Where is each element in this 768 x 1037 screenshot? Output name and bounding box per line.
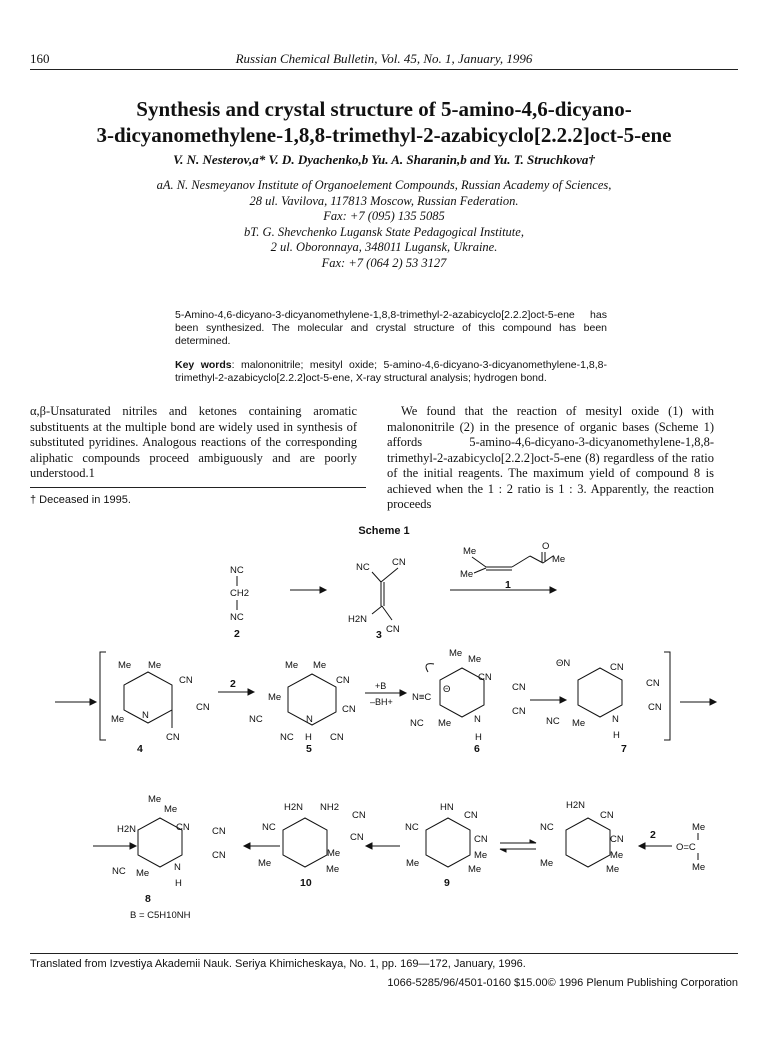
affiliation-line: bT. G. Shevchenko Lugansk State Pedagogical Institute, xyxy=(244,224,524,239)
svg-text:H2N: H2N xyxy=(117,824,137,835)
svg-text:CN: CN xyxy=(350,832,364,843)
title-line-2: 3-dicyanomethylene-1,8,8-trimethyl-2-azabicyclo[2.2.2]oct-5-ene xyxy=(96,123,672,147)
keywords-text: : malononitrile; mesityl oxide; 5-amino-4,6-dicyano-3-dicyanomethylene-1,8,8-trimethyl-2-azabicyclo[2.2.2]oct-5-ene, X-ray structural analysis; hydrogen bond. xyxy=(175,359,607,384)
journal-header: Russian Chemical Bulletin, Vol. 45, No. 1, January, 1996 xyxy=(235,51,533,66)
compound-9-structure xyxy=(405,802,488,875)
paper-title xyxy=(40,96,728,148)
bracket-right xyxy=(664,652,670,740)
svg-text:NC: NC xyxy=(262,822,276,833)
label-compound-7: 7 xyxy=(621,743,627,755)
svg-text:CN: CN xyxy=(646,678,660,689)
reaction-scheme xyxy=(0,540,768,940)
svg-text:NC: NC xyxy=(356,562,370,573)
svg-text:Me: Me xyxy=(258,858,272,869)
svg-text:CN: CN xyxy=(474,834,488,845)
svg-text:H: H xyxy=(613,730,620,741)
svg-text:CN: CN xyxy=(610,662,624,673)
svg-text:CN: CN xyxy=(330,732,344,743)
svg-text:O: O xyxy=(542,541,550,552)
arrowhead xyxy=(560,697,566,703)
compound-10-structure xyxy=(258,802,366,875)
svg-text:Me: Me xyxy=(463,546,477,557)
affiliation-line: Fax: +7 (095) 135 5085 xyxy=(323,209,445,223)
svg-text:CN: CN xyxy=(179,675,193,686)
arrowhead xyxy=(400,690,406,696)
svg-text:Me: Me xyxy=(313,660,327,671)
compound-4-structure xyxy=(111,660,210,743)
compound-9-tautomer-structure xyxy=(540,800,624,875)
svg-text:Me: Me xyxy=(327,848,341,859)
svg-text:N: N xyxy=(306,714,313,725)
affiliation-line: 2 ul. Oboronnaya, 348011 Lugansk, Ukraine. xyxy=(270,240,498,254)
svg-text:H2N: H2N xyxy=(348,614,368,625)
authors: V. N. Nesterov,a* V. D. Dyachenko,b Yu. A. Sharanin,b and Yu. T. Struchkova† xyxy=(173,152,595,167)
svg-text:Me: Me xyxy=(460,569,474,580)
minus-bh: –BH+ xyxy=(370,697,393,707)
svg-text:Me: Me xyxy=(610,850,624,861)
compound-2-structure xyxy=(230,565,249,623)
svg-text:CN: CN xyxy=(600,810,614,821)
label-compound-3: 3 xyxy=(376,629,382,641)
affiliation-line: Fax: +7 (064 2) 53 3127 xyxy=(321,255,447,270)
svg-text:CN: CN xyxy=(176,822,190,833)
svg-text:Me: Me xyxy=(692,862,706,873)
svg-text:CH2: CH2 xyxy=(230,588,250,599)
svg-text:H2N: H2N xyxy=(566,800,586,811)
label-compound-2: 2 xyxy=(234,628,240,640)
arrowhead xyxy=(550,587,556,593)
acetone-structure xyxy=(676,822,705,873)
svg-text:Me: Me xyxy=(406,858,420,869)
svg-text:NC: NC xyxy=(230,612,244,623)
svg-text:N≡C: N≡C xyxy=(412,692,432,703)
label-compound-6: 6 xyxy=(474,743,480,755)
equilibrium-arrows xyxy=(500,840,536,852)
svg-text:CN: CN xyxy=(610,834,624,845)
svg-text:CN: CN xyxy=(352,810,366,821)
svg-text:CN: CN xyxy=(342,704,356,715)
svg-text:Me: Me xyxy=(438,718,452,729)
abstract: 5-Amino-4,6-dicyano-3-dicyanomethylene-1,8,8-trimethyl-2-azabicyclo[2.2.2]oct-5-ene has been synthesized. The molecular and crystal structure of this compound has been determined. xyxy=(175,309,607,347)
svg-text:CN: CN xyxy=(392,557,406,568)
arrowhead xyxy=(248,689,254,695)
arrowhead xyxy=(639,843,645,849)
footnote: † Deceased in 1995. xyxy=(30,494,131,506)
svg-text:CN: CN xyxy=(212,850,226,861)
svg-text:Me: Me xyxy=(164,804,178,815)
svg-text:Me: Me xyxy=(606,864,620,875)
label-compound-5: 5 xyxy=(306,743,312,755)
label-compound-8: 8 xyxy=(145,893,151,905)
svg-text:H: H xyxy=(475,732,482,743)
svg-text:Me: Me xyxy=(572,718,586,729)
header-rule xyxy=(30,69,738,70)
svg-text:ΘN: ΘN xyxy=(556,658,571,669)
left-column-text xyxy=(30,404,357,482)
svg-text:Me: Me xyxy=(118,660,132,671)
svg-text:Me: Me xyxy=(540,858,554,869)
svg-text:NC: NC xyxy=(546,716,560,727)
svg-text:CN: CN xyxy=(512,706,526,717)
left-paragraph: α,β-Unsaturated nitriles and ketones containing aromatic substituents at the multiple bond are widely used in synthesis of substituted pyridines. Analogous reactions of the corresponding aliphatic compounds proceed ambiguously and are poorly understood.1 xyxy=(30,404,357,480)
svg-text:NC: NC xyxy=(540,822,554,833)
affiliation-line: aA. N. Nesmeyanov Institute of Organoelement Compounds, Russian Academy of Sciences, xyxy=(156,178,612,192)
compound-1-structure xyxy=(460,541,565,580)
svg-text:H: H xyxy=(305,732,312,743)
keywords xyxy=(175,359,607,385)
right-column-text: We found that the reaction of mesityl oxide (1) with malononitrile (2) in the presence of organic bases (Scheme 1) affords 5-amino-4,6-dicyano-3-dicyanomethylene-1,8,8-trimethyl-2-azabicyclo[2.2.2]oct-5-ene (8) regardless of the ratio of the initial reagents. The maximum yield of compound 8 is achieved when the 1 : 2 ratio is 1 : 3. Apparently, the reaction proceeds xyxy=(387,404,714,511)
svg-text:Me: Me xyxy=(468,654,482,665)
label-compound-4: 4 xyxy=(137,743,143,755)
svg-text:Me: Me xyxy=(111,714,125,725)
label-compound-9: 9 xyxy=(444,877,450,889)
affiliation-line: 28 ul. Vavilova, 117813 Moscow, Russian Federation. xyxy=(249,193,519,208)
svg-text:NC: NC xyxy=(280,732,294,743)
svg-text:N: N xyxy=(612,714,619,725)
svg-text:H2N: H2N xyxy=(284,802,304,813)
svg-text:CN: CN xyxy=(386,624,400,635)
svg-text:CN: CN xyxy=(512,682,526,693)
copyright-line: 1066-5285/96/4501-0160 $15.00© 1996 Plenum Publishing Corporation xyxy=(387,977,738,989)
svg-text:CN: CN xyxy=(478,672,492,683)
svg-text:NC: NC xyxy=(112,866,126,877)
svg-text:CN: CN xyxy=(212,826,226,837)
arrowhead xyxy=(90,699,96,705)
arrowhead xyxy=(320,587,326,593)
compound-3-structure xyxy=(348,557,406,635)
label-compound-1: 1 xyxy=(505,579,511,591)
affiliations xyxy=(40,178,728,271)
svg-text:H: H xyxy=(175,878,182,889)
svg-text:Me: Me xyxy=(268,692,282,703)
svg-text:Θ: Θ xyxy=(443,684,451,695)
compound-5-structure xyxy=(249,660,356,743)
svg-text:N: N xyxy=(142,710,149,721)
svg-text:NC: NC xyxy=(405,822,419,833)
ratio-label: 2 xyxy=(230,678,236,690)
svg-text:Me: Me xyxy=(449,648,463,659)
svg-text:Me: Me xyxy=(552,554,566,565)
svg-text:Me: Me xyxy=(468,864,482,875)
svg-text:N: N xyxy=(474,714,481,725)
ratio-label: 2 xyxy=(650,829,656,841)
svg-text:NC: NC xyxy=(410,718,424,729)
keywords-label: Key words xyxy=(175,359,232,371)
compound-8-structure xyxy=(112,794,226,889)
svg-text:CN: CN xyxy=(648,702,662,713)
svg-text:CN: CN xyxy=(196,702,210,713)
base-definition: B = C5H10NH xyxy=(130,910,191,921)
svg-text:Me: Me xyxy=(136,868,150,879)
svg-text:N: N xyxy=(174,862,181,873)
svg-text:Me: Me xyxy=(285,660,299,671)
title-line-1: Synthesis and crystal structure of 5-amino-4,6-dicyano- xyxy=(136,97,632,121)
svg-text:NC: NC xyxy=(249,714,263,725)
svg-text:Me: Me xyxy=(474,850,488,861)
compound-6-structure xyxy=(410,648,526,743)
translation-note: Translated from Izvestiya Akademii Nauk. Seriya Khimicheskaya, No. 1, pp. 169—172, January, 1996. xyxy=(30,958,526,970)
plus-base: +B xyxy=(375,681,387,691)
page-number: 160 xyxy=(30,51,50,66)
bracket-left xyxy=(100,652,106,740)
scheme-title: Scheme 1 xyxy=(358,525,410,537)
arrowhead xyxy=(130,843,136,849)
svg-text:NH2: NH2 xyxy=(320,802,340,813)
svg-text:Me: Me xyxy=(148,794,162,805)
svg-text:Me: Me xyxy=(148,660,162,671)
label-compound-10: 10 xyxy=(300,877,312,889)
arrowhead xyxy=(366,843,372,849)
footnote-rule xyxy=(30,487,366,488)
arrowhead xyxy=(244,843,250,849)
footer-rule xyxy=(30,953,738,954)
svg-text:CN: CN xyxy=(166,732,180,743)
svg-text:HN: HN xyxy=(440,802,454,813)
svg-text:NC: NC xyxy=(230,565,244,576)
svg-text:Me: Me xyxy=(326,864,340,875)
svg-text:CN: CN xyxy=(336,675,350,686)
svg-text:Me: Me xyxy=(692,822,706,833)
arrowhead xyxy=(710,699,716,705)
svg-text:CN: CN xyxy=(464,810,478,821)
svg-text:O=C: O=C xyxy=(676,842,696,853)
